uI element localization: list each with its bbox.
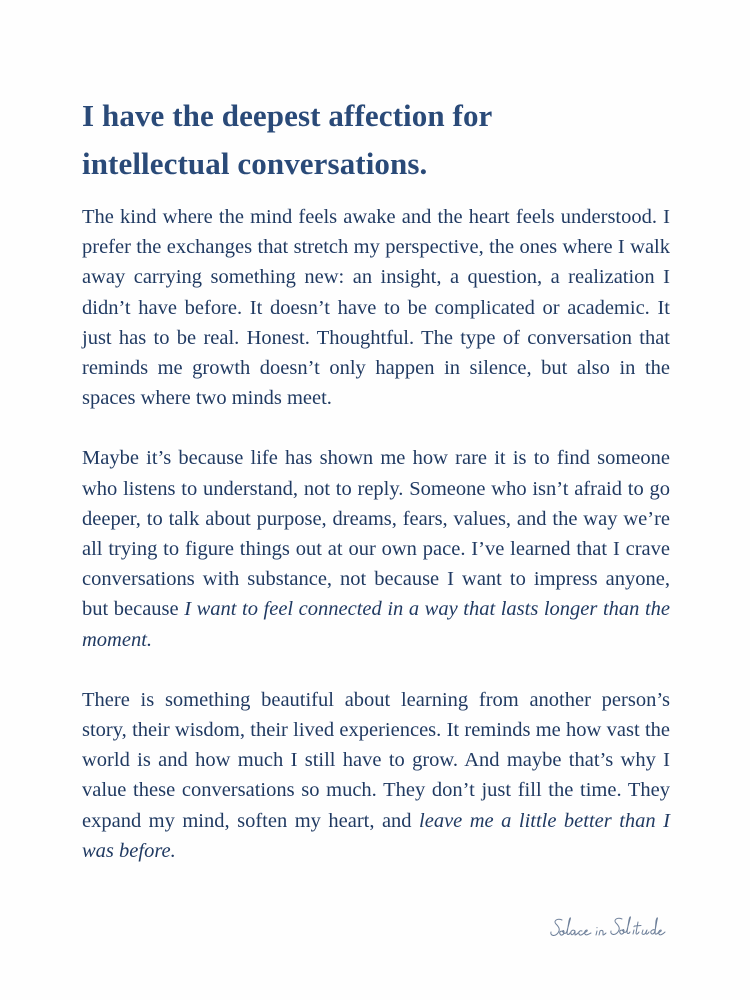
paragraph-1-text: The kind where the mind feels awake and the heart feels understood. I prefer the exchanges that stretch my perspective, the ones where I walk away carrying something new: an insight, a question, a realization I didn’t have before. It doesn’t have to be complicated or academic. It just has to be real. Honest. Thoughtful. The type of conversation that reminds me growth doesn’t only happen in silence, but also in the spaces where two minds meet. xyxy=(82,206,670,410)
paragraph-1 xyxy=(82,202,670,413)
paragraph-3-emphasis: leave me a little better than I was before. xyxy=(82,809,670,862)
paragraph-2 xyxy=(82,443,670,654)
article xyxy=(82,92,670,866)
paragraph-3 xyxy=(82,685,670,866)
paragraph-2-emphasis: I want to feel connected in a way that lasts longer than the moment. xyxy=(82,598,670,651)
paragraph-3-text: There is something beautiful about learning from another person’s story, their wisdom, their lived experiences. It reminds me how vast the world is and how much I still have to grow. And maybe that’s why I value these conversations so much. They don’t just fill the time. They expand my mind, soften my heart, and xyxy=(82,688,670,832)
signature-script xyxy=(548,912,678,946)
title-line-2: intellectual conversations. xyxy=(82,146,428,181)
paragraph-2-text: Maybe it’s because life has shown me how rare it is to find someone who listens to understand, not to reply. Someone who isn’t afraid to go deeper, to talk about purpose, dreams, fears, values, and the way we’re all trying to figure things out at our own pace. I’ve learned that I crave conversations with substance, not because I want to impress anyone, but because xyxy=(82,447,670,621)
signature xyxy=(548,912,678,946)
title-line-1: I have the deepest affection for xyxy=(82,98,493,133)
page-title xyxy=(82,92,670,188)
